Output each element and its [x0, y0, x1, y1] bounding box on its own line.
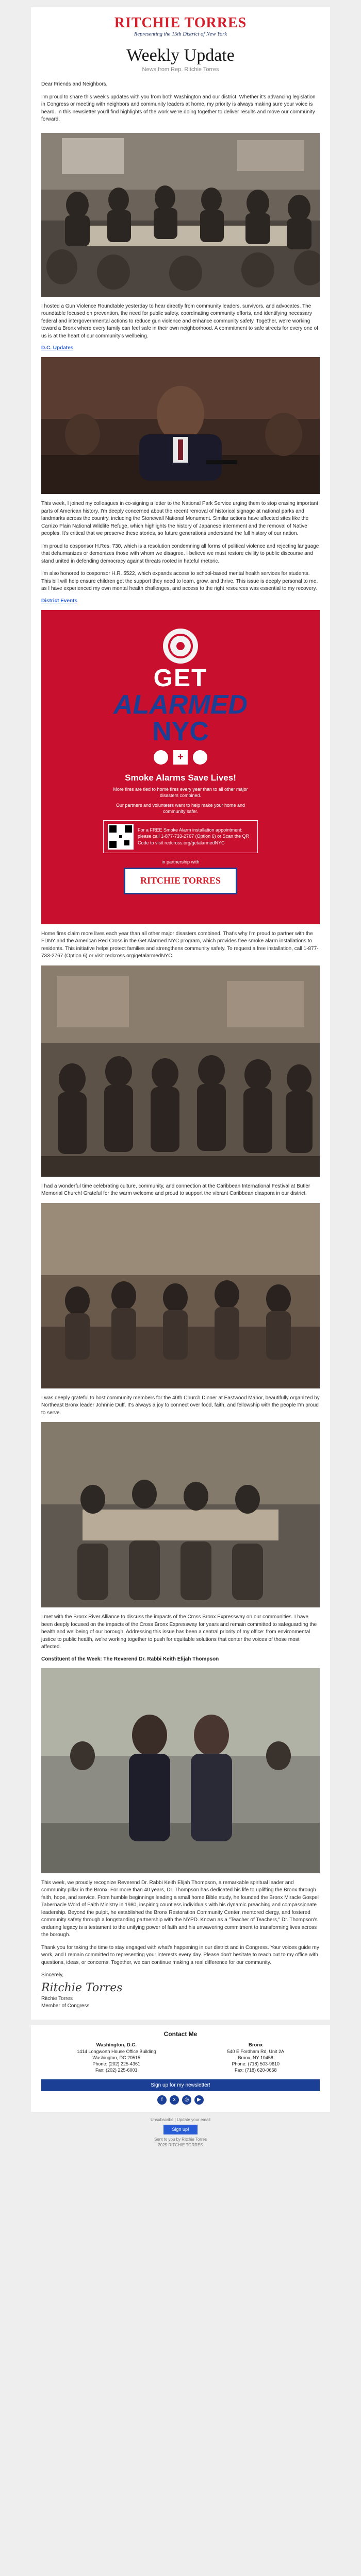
intro-paragraph: I'm proud to share this week's updates with you from both Washington and our district. Whether it's advancing legislation in Congress or meeting with neighbors and community leaders at home, my priority is always making sure your voice is heard. In this newsletter you'll find highlights of the work we're doing together to deliver results and move our community forward.: [41, 94, 316, 122]
event-1: Home fires claim more lives each year than all other major disasters combined. That's why I'm proud to partner with the FDNY and the American Red Cross in the Get Alarmed NYC program, which provides free smoke alarm installations to residents. This initiative helps protect families and strengthens community safety. To request a free installation, call 1-877-733-2767 (Option 6) or visit redcross.org/getalarmedNYC.: [41, 930, 319, 959]
event-2: I had a wonderful time celebrating culture, community, and connection at the Caribbean International Festival at Butler Memorial Church! Grateful for the warm welcome and proud to support the vibrant Caribbean diaspora in our district.: [41, 1183, 310, 1196]
page-title: Weekly Update: [126, 46, 235, 65]
youtube-icon[interactable]: ▶: [194, 2095, 204, 2105]
footer-dc-l3: Phone: (202) 225-4361: [92, 2061, 140, 2066]
district-events-label: District Events: [41, 598, 78, 604]
event-4: I met with the Bronx River Alliance to discuss the impacts of the Cross Bronx Expressway on our communities. I have been deeply focused on the impacts of the Cross Bronx Expressway for years and remain committed to safeguarding the health and wellbeing of our borough. Addressing this issue has been a central priority of my office: from environmental justice to public health, we're working together to push for equitable solutions that center the voices of those most affected.: [41, 1614, 317, 1650]
flyer-headline: Smoke Alarms Save Lives!: [125, 772, 236, 783]
bronx-river-photo: [41, 1422, 320, 1607]
flyer-box-text: For a FREE Smoke Alarm installation appointment: please call 1-877-733-2767 (Option 6) or Scan the QR Code to visit redcross.org/getalarmedNYC: [138, 827, 250, 845]
footer-columns: [41, 2042, 320, 2073]
partner-badge-icon: [193, 750, 207, 765]
flyer-body: More fires are tied to home fires every year than to all other major disasters combined.: [113, 786, 248, 798]
roundtable-photo: [41, 133, 320, 297]
twitter-icon[interactable]: x: [170, 2095, 179, 2105]
qr-code-icon[interactable]: [108, 824, 134, 850]
flyer-get: GET: [153, 664, 208, 692]
dc-update-3: I'm also honored to cosponsor H.R. 5522, which expands access to school-based mental health services for students. This bill will help ensure children get the support they need to learn, grow, and thrive. This issue is deeply personal to me, as I have experienced my own mental health challenges, and access to the right resources was essential to my recovery.: [41, 571, 318, 591]
greeting: Dear Friends and Neighbors,: [41, 81, 108, 87]
footer-dc-l1: 1414 Longworth House Office Building: [77, 2048, 156, 2054]
footer-title: Contact Me: [163, 2030, 198, 2038]
footer-dc-l4: Fax: (202) 225-6001: [95, 2067, 138, 2073]
bottom-signup-button[interactable]: Sign up!: [163, 2125, 197, 2134]
constituent-photo: [41, 1668, 320, 1873]
facebook-icon[interactable]: f: [157, 2095, 167, 2105]
roundtable-text: I hosted a Gun Violence Roundtable yesterday to hear directly from community leaders, survivors, and advocates. The roundtable focused on prevention, the need for public safety, coordinating community efforts, and identifying necessary federal and intergovernmental actions to reduce gun violence and enhance community safety. Together, we're working toward a Bronx where every family can feel safe in their own neighborhood. A commitment to safe streets for every one of us is at the heart of our community's wellbeing.: [41, 303, 318, 339]
footer-bronx-l2: Bronx, NY 10458: [238, 2055, 273, 2060]
instagram-icon[interactable]: ◎: [182, 2095, 191, 2105]
footer: [31, 2025, 330, 2112]
closing-paragraph: Thank you for taking the time to stay engaged with what's happening in our district and in Congress. Your voices guide my work, and I remain committed to representing your interests every day. Please don't hesitate to reach out to my office with questions, ideas, or concerns. Together, we can continue making a real difference for our community.: [41, 1944, 319, 1965]
footer-bronx-l1: 540 E Fordham Rd, Unit 2A: [227, 2048, 284, 2054]
social-links: [41, 2095, 320, 2105]
page-subtitle: News from Rep. Ritchie Torres: [142, 66, 219, 73]
dc-update-2: I'm proud to cosponsor H.Res. 730, which is a resolution condemning all forms of political violence and rejecting language that dehumanizes or demonizes those with whom we disagree. I believe we must restore civility to public discourse and stand united in defending democracy against threats rooted in hateful rhetoric.: [41, 543, 319, 564]
festival-photo: [41, 965, 320, 1177]
flyer-alarmed: ALARMED: [113, 689, 248, 720]
hearing-photo: [41, 357, 320, 494]
title-block: [41, 46, 320, 73]
email-body: [31, 7, 330, 2020]
dc-updates-label: D.C. Updates: [41, 345, 74, 351]
footer-dc-office: [77, 2042, 156, 2073]
unsubscribe-link[interactable]: Unsubscribe | Update your email: [151, 2117, 210, 2122]
dc-update-1: This week, I joined my colleagues in co-signing a letter to the National Park Service urging them to stop erasing important parts of American history. I'm deeply concerned about the recent removal of historical signage at national parks and landmarks across the country, including the Stonewall National Monument. Similar actions have affected sites like the Carrizo Plain National Wildlife Refuge, which highlights the history of Japanese internment and the removal of Native peoples. It's critical that we preserve these stories, so future generations understand the full history of our nation.: [41, 501, 318, 536]
footer-dc-label: Washington, D.C.: [96, 2042, 137, 2048]
newsletter-signup-button[interactable]: Sign up for my newsletter!: [41, 2079, 320, 2091]
logo-name: RITCHIE TORRES: [114, 15, 247, 31]
footer-dc-l2: Washington, DC 20515: [92, 2055, 141, 2060]
flyer-logo-text: RITCHIE TORRES: [140, 875, 221, 886]
get-alarmed-flyer: [41, 610, 320, 924]
sign-off: Sincerely,: [41, 1972, 64, 1978]
flyer-info-box: [103, 820, 258, 853]
logo-subtitle: Representing the 15th District of New York: [134, 31, 227, 37]
signature: Ritchie Torres: [41, 1981, 123, 1994]
fdny-badge-icon: [154, 750, 168, 765]
constituent-label: Constituent of the Week: The Reverend Dr. Rabbi Keith Elijah Thompson: [41, 1656, 219, 1662]
dinner-photo: [41, 1203, 320, 1388]
signer-name: Ritchie Torres: [41, 1995, 73, 2002]
flyer-logo: [124, 868, 237, 894]
flyer-partnership: in partnership with: [161, 859, 200, 865]
bottom-bar: [0, 2112, 361, 2148]
footer-bronx-office: [227, 2042, 284, 2073]
sent-by: Sent to you by Ritchie Torres: [154, 2137, 207, 2142]
flyer-partner-note: Our partners and volunteers want to help make your home and community safer.: [116, 802, 245, 814]
copyright: 2025 RITCHIE TORRES: [158, 2142, 203, 2147]
event-3: I was deeply grateful to host community members for the 40th Church Dinner at Eastwood Manor, beautifully organized by Northeast Bronx leader Johnnie Duff. It's always a joy to connect over food, faith, and fellowship with the people I'm proud to serve.: [41, 1395, 320, 1416]
footer-bronx-l3: Phone: (718) 503-9610: [232, 2061, 280, 2066]
logo[interactable]: [41, 14, 320, 38]
red-cross-icon: +: [173, 750, 188, 765]
smoke-alarm-icon: [150, 625, 211, 666]
flyer-nyc: NYC: [152, 716, 209, 747]
footer-bronx-label: Bronx: [248, 2042, 263, 2048]
constituent-text: This week, we proudly recognize Reverend Dr. Rabbi Keith Elijah Thompson, a remarkable spiritual leader and community pillar in the Bronx. For more than 40 years, Dr. Thompson has dedicated his life to uplifting the Bronx through faith, hope, and service. From humble beginnings leading a small home Bible study, he founded the Bronx Miracle Gospel Tabernacle Word of Faith Ministry in 1980, inspiring countless individuals with his dynamic preaching and compassionate leadership. Beyond the pulpit, he established the Bronx Restoration Community Center, mentored clergy, and fostered community safety through a longstanding partnership with the NYPD. Known as a "Teacher of Teachers," Dr. Thompson's enduring legacy is a testament to the unifying power of faith and his unwavering commitment to transforming lives across the borough.: [41, 1879, 319, 1938]
signer-title: Member of Congress: [41, 2003, 90, 2009]
footer-bronx-l4: Fax: (718) 620-0658: [234, 2067, 277, 2073]
